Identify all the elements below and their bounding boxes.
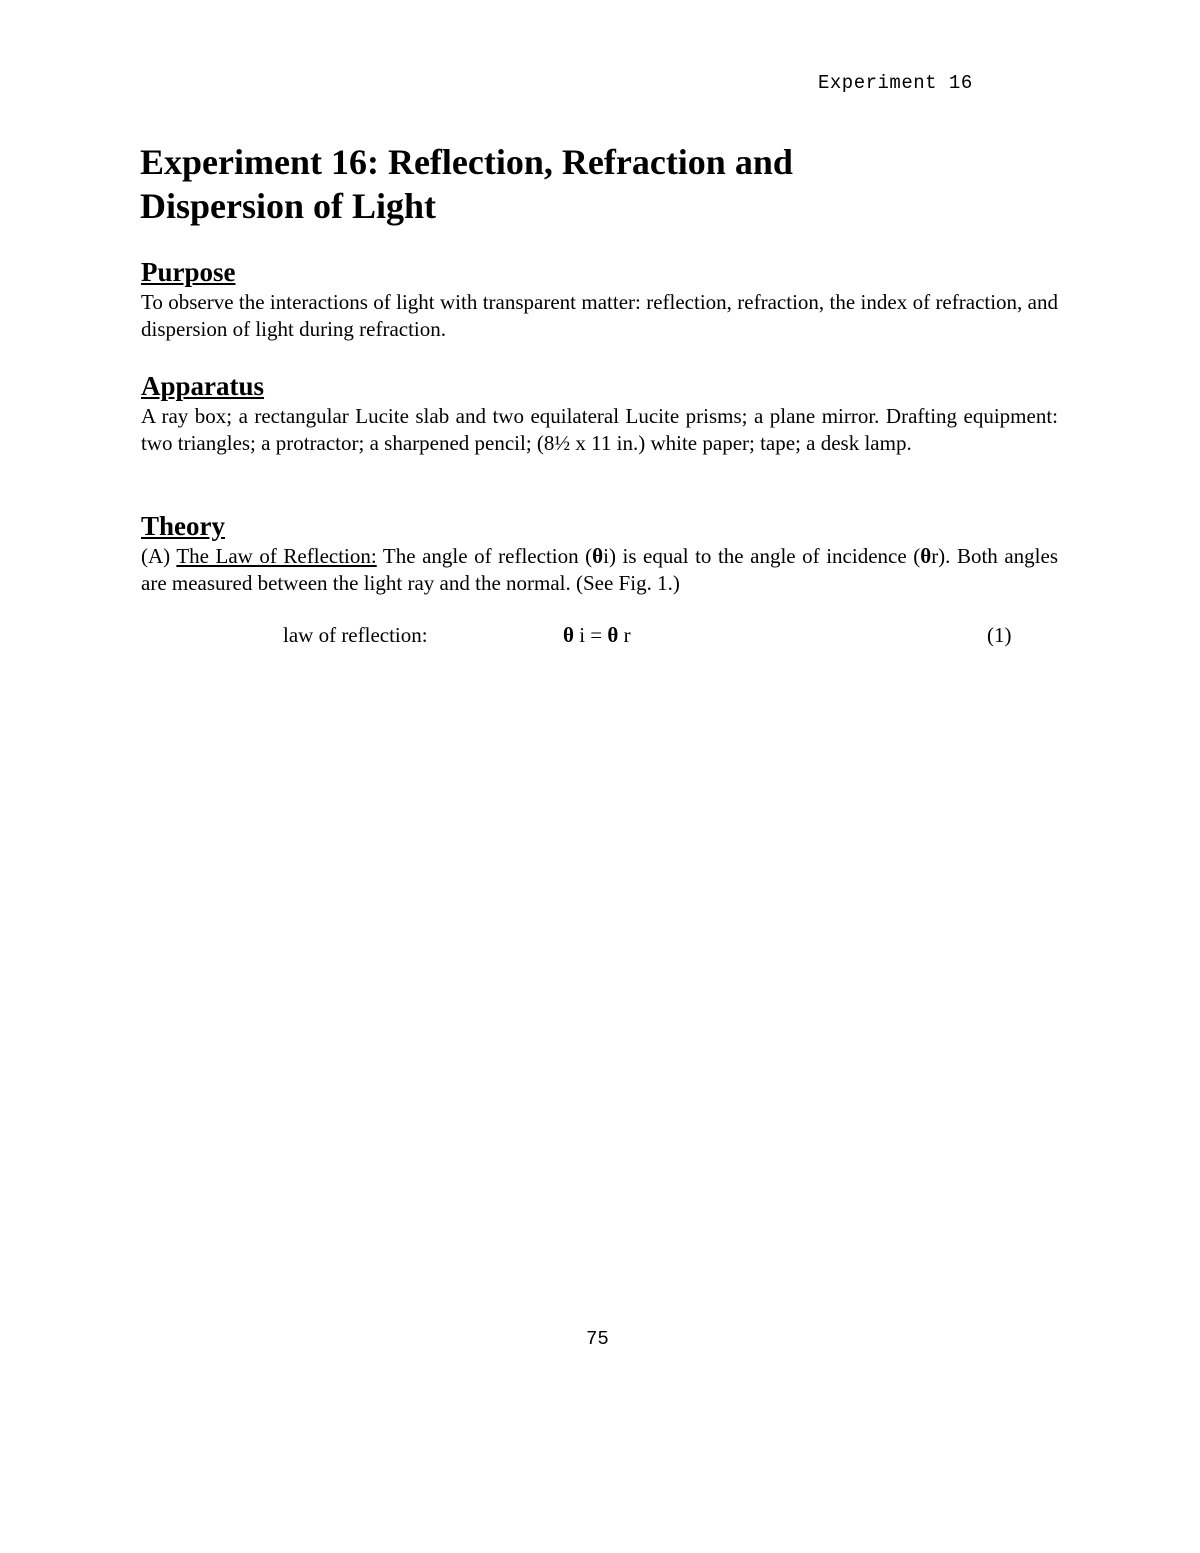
theta-symbol: θ [920, 544, 932, 568]
theta-symbol: θ [563, 623, 574, 647]
running-header: Experiment 16 [818, 72, 973, 94]
equation-middle: i = [573, 623, 608, 647]
page-title [140, 140, 1040, 228]
theta-symbol: θ [592, 544, 604, 568]
theory-heading: Theory [141, 511, 225, 541]
theory-text-1: The angle of reflection ( [376, 544, 593, 568]
law-of-reflection-title: The Law of Reflection: [176, 544, 377, 568]
purpose-text: To observe the interactions of light with transparent matter: reflection, refraction, the index of refraction, and dispersion of light during refraction. [141, 290, 1058, 341]
apparatus-text: A ray box; a rectangular Lucite slab and two equilateral Lucite prisms; a plane mirror. Drafting equipment: two triangles; a protractor; a sharpened pencil; (8½ x 11 in.) white paper; tape; a desk lamp. [141, 404, 1058, 455]
theory-text-3: r). Both angles are measured between the light ray and the normal. (See Fig. 1.) [141, 544, 1059, 595]
purpose-heading: Purpose [141, 257, 236, 287]
equation-right: r [618, 623, 631, 647]
title-line-1: Experiment 16: Reflection, Refraction and [140, 142, 793, 182]
title-line-2: Dispersion of Light [140, 186, 437, 226]
page-number: 75 [586, 1328, 609, 1350]
theory-text-2: i) is equal to the angle of incidence ( [603, 544, 921, 568]
part-a-prefix: (A) [141, 544, 177, 568]
theory-text [141, 543, 1058, 597]
equation-number: (1) [987, 623, 1012, 647]
theta-symbol: θ [607, 623, 619, 647]
equation-label: law of reflection: [283, 623, 428, 647]
equation [563, 622, 631, 649]
apparatus-heading: Apparatus [141, 371, 265, 401]
